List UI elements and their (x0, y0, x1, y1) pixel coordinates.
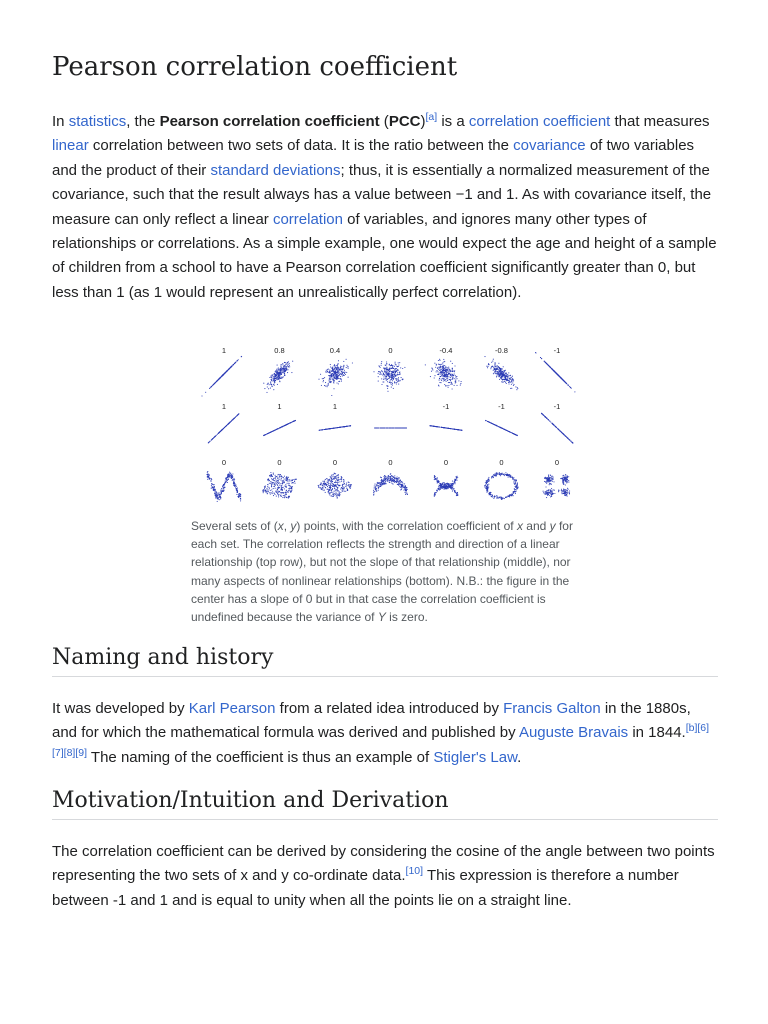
scatter-row3-plot (543, 474, 571, 498)
text: in 1844. (628, 724, 686, 742)
scatter-row2-plot (319, 425, 352, 431)
text: is a (437, 113, 469, 130)
text: It was developed by (52, 700, 189, 717)
correlation-label: -0.8 (495, 346, 508, 355)
caption-var: x (277, 519, 284, 533)
scatter-row3-plot (318, 473, 352, 499)
scatter-row3-plot (434, 475, 459, 497)
scatter-row1-plot (484, 356, 518, 390)
text: in the 1880s, and for which the mathematical formula was derived and published by (52, 700, 691, 742)
scatter-row2-plot (208, 413, 240, 443)
link-correlation-coefficient[interactable]: correlation coefficient (468, 113, 611, 130)
text: ) (420, 113, 426, 130)
scatter-row1-plot (318, 359, 353, 396)
scatter-row2-plot (263, 420, 296, 436)
correlation-label: 0 (332, 458, 338, 467)
text: ( (379, 113, 389, 130)
correlation-label: 0 (388, 346, 393, 355)
ref-10[interactable]: [10] (405, 865, 424, 878)
text: from a related idea introduced by (275, 700, 504, 717)
correlation-label: 0 (388, 458, 393, 467)
caption-text: Several sets of ( (191, 519, 278, 533)
ref-a[interactable]: [a] (425, 111, 438, 123)
intro-paragraph (52, 110, 718, 305)
motivation-paragraph (52, 840, 718, 913)
scatter-row1-plot (201, 356, 242, 397)
text: The correlation coefficient can be derived by considering the cosine of the angle between two points representing the two sets of x and y co-ordinate data. (52, 843, 715, 885)
scatter-row2-plot (430, 425, 463, 431)
caption-var: Y (377, 610, 386, 625)
page-title: Pearson correlation coefficient (52, 52, 458, 82)
correlation-label: 1 (332, 402, 338, 411)
ref-links[interactable]: [b][6][7][8][9] (52, 722, 710, 759)
link-covariance[interactable]: covariance (513, 137, 586, 155)
correlation-label: 1 (277, 402, 282, 411)
caption-text: , (283, 519, 291, 533)
correlation-label: 0 (499, 458, 504, 467)
caption-var: y (549, 519, 556, 533)
link-auguste-bravais[interactable]: Auguste Bravais (518, 724, 629, 742)
text: ; thus, it is essentially a normalized measurement of the covariance, such that the result always has a value between −1 and 1. As with covariance itself, the measure can only reflect a linear (52, 161, 712, 228)
correlation-label: 1 (221, 402, 227, 411)
correlation-label: -0.4 (439, 346, 453, 355)
scatter-row3-plot (206, 471, 241, 502)
text: In (52, 113, 69, 130)
scatter-row1-plot (425, 359, 462, 390)
correlation-figure (191, 340, 579, 626)
correlation-label: -1 (553, 346, 561, 355)
link-standard-deviations[interactable]: standard deviations (210, 161, 341, 179)
scatter-row1-plot (373, 361, 405, 392)
scatter-row3-plot (373, 473, 408, 495)
figure-caption (191, 517, 579, 626)
scatter-row3-plot (484, 472, 519, 500)
text: This expression is therefore a number between -1 and 1 and is equal to unity when all the points lie on a straight line. (52, 867, 679, 909)
term-pcc: Pearson correlation coefficient (159, 113, 380, 130)
text: The naming of the coefficient is thus an example of (87, 748, 434, 766)
caption-text: ) points, with the correlation coefficient of (296, 519, 517, 533)
correlation-label: 0 (221, 458, 227, 467)
correlation-label: 0 (443, 458, 449, 467)
caption-var: y (290, 519, 297, 533)
scatter-row2-plot (541, 413, 574, 444)
link-stiglers-law[interactable]: Stigler's Law (433, 748, 518, 766)
text: that measures (610, 113, 710, 130)
section-heading-naming: Naming and history (52, 645, 718, 677)
text: of variables, and ignores many other types of relationships or correlations. As a simple example, one would expect the age and height of a sample of children from a school to have a Pearson correlation coefficient significantly greater than 0, but less than 1 (as 1 would represent an unrealistically perfect correlation). (52, 210, 717, 301)
scatter-row3-plot (262, 472, 297, 499)
link-linear[interactable]: linear (52, 137, 89, 155)
term-abbr: PCC (388, 113, 421, 130)
caption-text: and (522, 519, 550, 533)
correlation-label: 0 (554, 458, 560, 467)
section-heading-motivation: Motivation/Intuition and Derivation (52, 788, 718, 820)
scatter-row2-plot (485, 420, 518, 436)
text: . (517, 748, 522, 766)
correlation-examples-image[interactable] (191, 340, 579, 505)
correlation-label: -1 (553, 402, 561, 411)
text: of two variables and the product of their (52, 137, 695, 179)
correlation-label: -1 (498, 402, 505, 411)
text: , the (126, 113, 160, 130)
correlation-label: 1 (221, 346, 227, 355)
scatter-row2-plot (374, 427, 407, 428)
correlation-label: -1 (442, 402, 450, 411)
text: correlation between two sets of data. It is the ratio between the (88, 137, 514, 155)
caption-text: is zero. (385, 610, 428, 625)
caption-text: for each set. The correlation reflects the strength and direction of a linear relationship (top row), but not the slope of that relationship (middle), nor many aspects of nonlinear relationships (bottom). N.B.: the figure in the center has a slope of 0 but in that case the correlation coefficient is undefined because the variance of (191, 519, 573, 625)
scatter-row1-plot (263, 361, 293, 393)
correlation-label: 0.4 (329, 346, 341, 355)
caption-var: x (516, 519, 523, 533)
correlation-label: 0 (277, 458, 282, 467)
correlation-label: 0.8 (274, 346, 285, 355)
naming-paragraph (52, 697, 718, 770)
link-karl-pearson[interactable]: Karl Pearson (188, 700, 276, 717)
link-statistics[interactable]: statistics (68, 113, 127, 130)
link-francis-galton[interactable]: Francis Galton (503, 700, 601, 717)
scatter-row1-plot (535, 352, 575, 392)
link-correlation[interactable]: correlation (272, 210, 343, 228)
